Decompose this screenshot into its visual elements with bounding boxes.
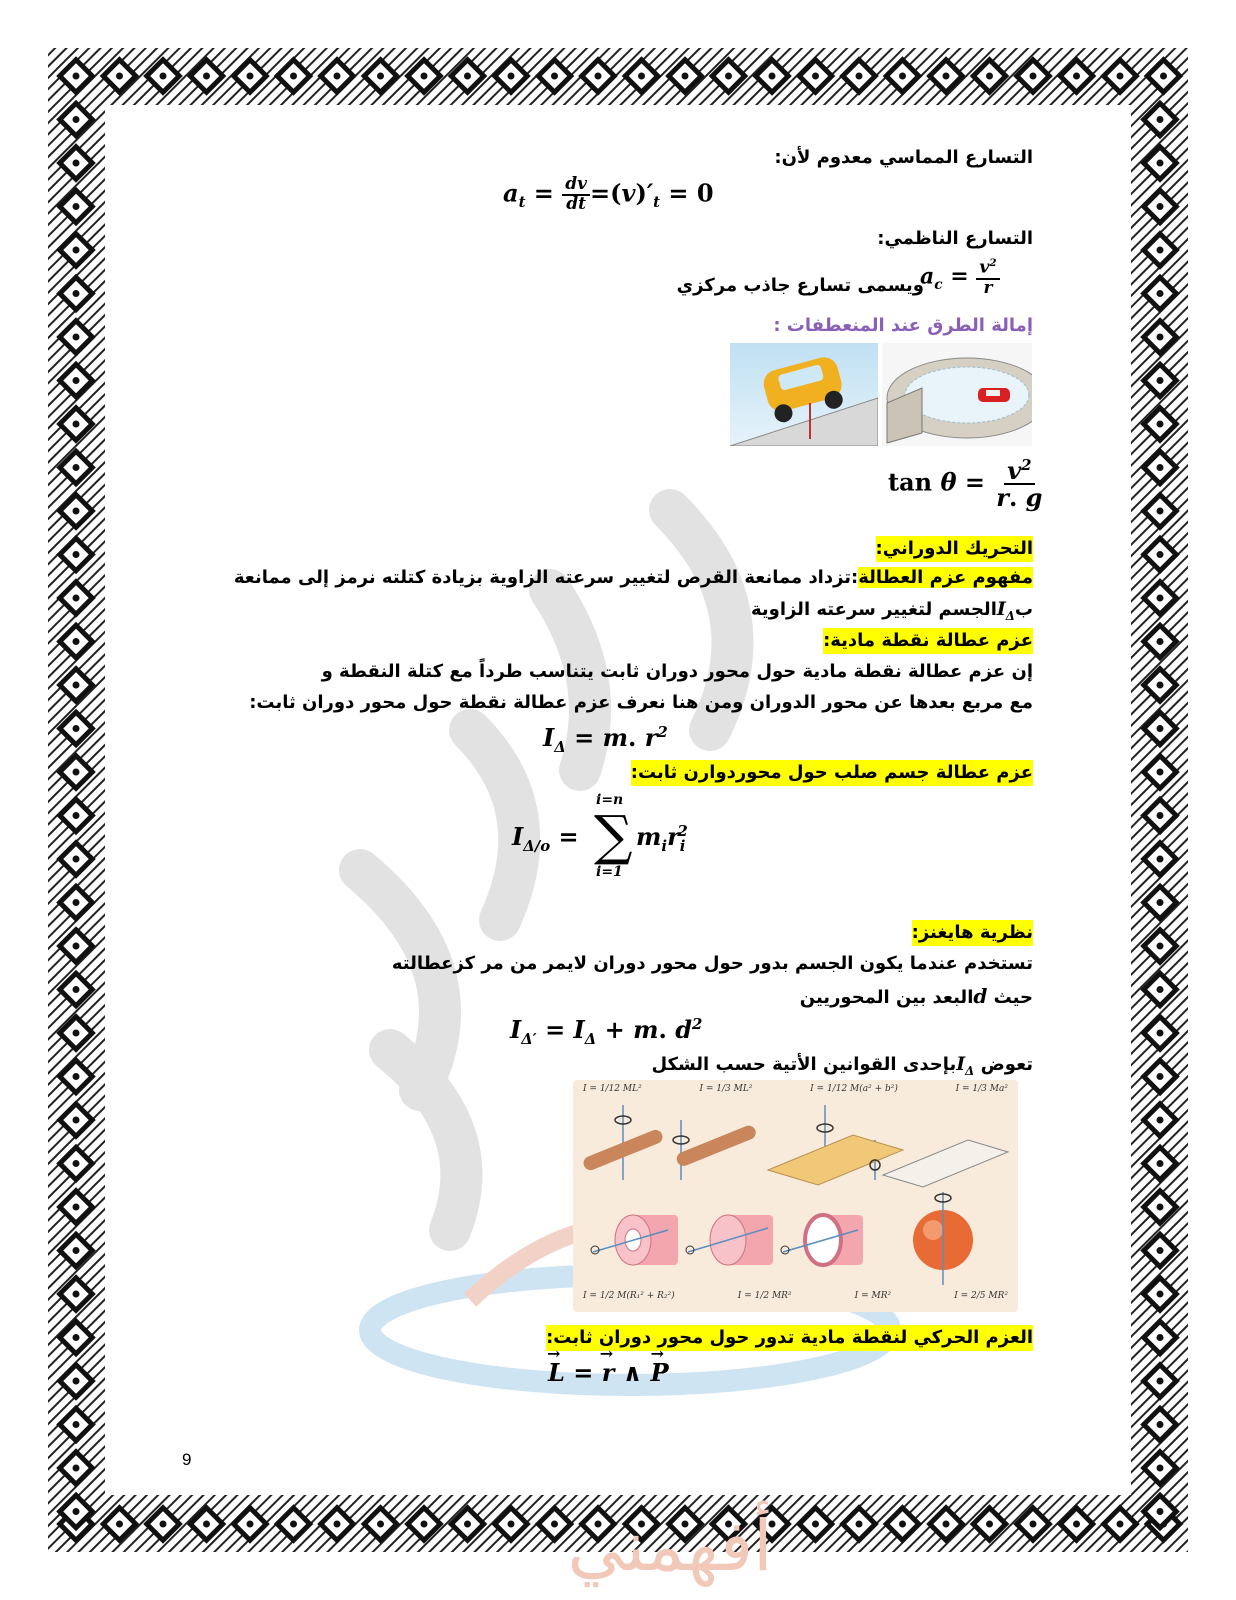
angular-momentum-formula: L → = r → ∧ P →	[547, 1344, 669, 1387]
huygens-text-line2	[800, 983, 1033, 1011]
plate-center-formula: I = 1/12 M(a² + b²)	[810, 1084, 898, 1094]
centripetal-formula: $a_c$ = $\frac{v^2}{r}$	[920, 258, 1000, 297]
point-inertia-text-line1: إن عزم عطالة نقطة مادية حول محور دوران ثابت يتناسب طرداً مع كتلة النقطة و	[321, 661, 1033, 682]
inertia-symbol-2: $I_\Delta$	[956, 1053, 975, 1078]
tangential-acceleration-heading: التسارع المماسي معدوم لأن:	[774, 147, 1033, 168]
banking-heading: إمالة الطرق عند المنعطفات :	[773, 315, 1033, 336]
hollow-cylinder-formula: I = 1/2 M(R₁² + R₂²)	[583, 1291, 675, 1301]
point-inertia-formula: $I_\Delta = m$. $r^2$	[543, 723, 668, 756]
banked-car-image	[730, 343, 878, 446]
inertia-concept-line2	[751, 596, 1033, 629]
huygens-heading: نظرية هايغنز:	[912, 920, 1033, 946]
rod-center-formula: I = 1/12 ML²	[583, 1084, 642, 1094]
huygens-formula: $I_{\Delta'} = I_\Delta + m$. $d^2$	[510, 1015, 703, 1048]
watermark-text: أفهمني	[567, 1505, 773, 1587]
huygens-distance-text: البعد بين المحوريين	[799, 987, 974, 1008]
solid-cylinder-formula: I = 1/2 MR²	[737, 1291, 792, 1301]
moments-of-inertia-figure	[573, 1080, 1018, 1312]
inertia-concept-suffix: الجسم لتغيير سرعته الزاوية	[750, 599, 997, 620]
point-inertia-text-line2: مع مربع بعدها عن محور الدوران ومن هنا نعرف عزم عطالة نقطة حول محور دوران ثابت:	[249, 692, 1033, 713]
point-inertia-heading: عزم عطالة نقطة مادية:	[823, 628, 1033, 654]
solid-sphere-formula: I = 2/5 MR²	[954, 1291, 1008, 1301]
inertia-concept-label: مفهوم عزم العطالة	[858, 567, 1033, 588]
huygens-text-line1: تستخدم عندما يكون الجسم بدور حول محور دوران لايمر من مر كزعطالته	[391, 953, 1033, 974]
substitute-prefix: تعوض	[980, 1054, 1033, 1075]
inertia-concept-line1	[234, 565, 1033, 591]
inertia-concept-prefix: ب	[1014, 599, 1033, 620]
inertia-formulas-bottom-row	[583, 1291, 1008, 1301]
inertia-concept-text: :تزداد ممانعة القرص لتغيير سرعته الزاوية بزيادة كتلته نرمز إلى ممانعة	[233, 567, 859, 588]
distance-symbol: d	[973, 984, 988, 1008]
banking-formula: tan θ = $\frac{v^2}{r. g}$	[888, 456, 1043, 513]
banked-track-image	[882, 343, 1032, 446]
page-number: 9	[182, 1450, 192, 1469]
rigid-body-inertia-heading: عزم عطالة جسم صلب حول محوردوارن ثابت:	[631, 760, 1033, 786]
substitute-text	[651, 1051, 1033, 1084]
tangential-acceleration-formula: $a_t$ = $\frac{dv}{dt}$ $=(v)'_t = 0$	[503, 174, 714, 214]
normal-acceleration-heading: التسارع الناظمي:	[877, 228, 1033, 249]
centripetal-text: ويسمى تسارع جاذب مركزي	[676, 275, 924, 296]
substitute-suffix: بإحدى القوانين الأتية حسب الشكل	[651, 1054, 957, 1075]
inertia-symbol: $I_\Delta$	[996, 598, 1015, 623]
thin-shell-cylinder-formula: I = MR²	[854, 1291, 892, 1301]
rotation-heading: التحريك الدوراني:	[876, 536, 1033, 562]
huygens-where: حيث	[993, 987, 1033, 1008]
plate-edge-formula: I = 1/3 Ma²	[955, 1084, 1008, 1094]
rod-end-formula: I = 1/3 ML²	[699, 1084, 753, 1094]
angular-momentum-heading: العزم الحركي لنقطة مادية تدور حول محور دوران ثابت:	[546, 1325, 1033, 1351]
